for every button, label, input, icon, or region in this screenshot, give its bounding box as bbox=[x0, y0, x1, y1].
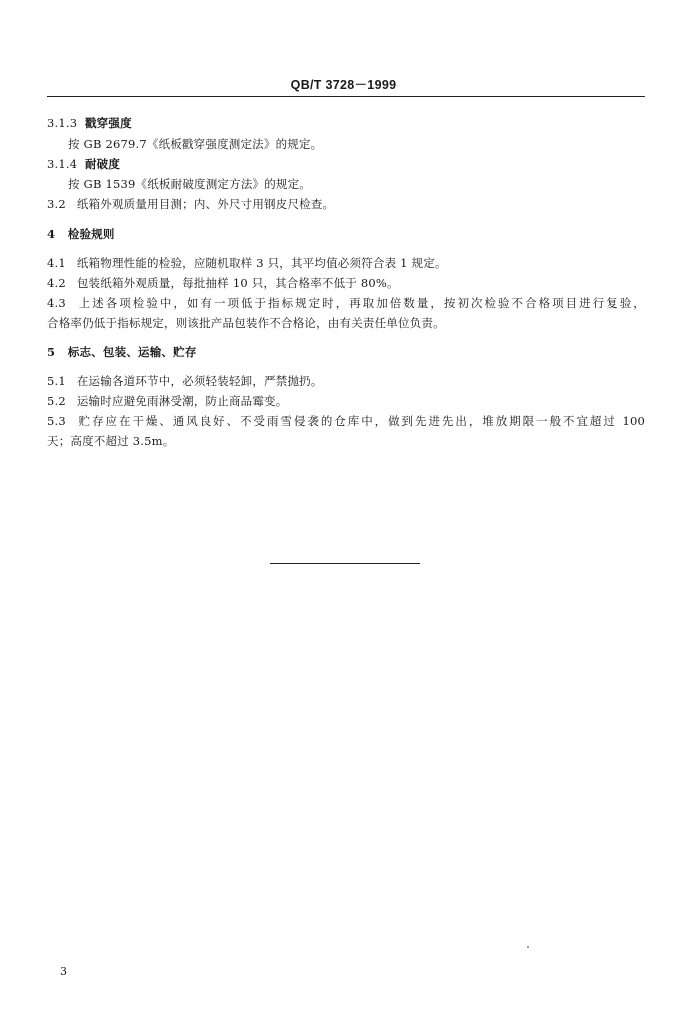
clause-3-2 bbox=[47, 196, 334, 212]
clause-text: 纸箱外观质量用目测；内、外尺寸用钢皮尺检查。 bbox=[76, 197, 335, 211]
clause-number: 3.1.3 bbox=[47, 116, 78, 130]
clause-4-3-line-1 bbox=[47, 295, 645, 311]
clause-3-1-3-heading bbox=[47, 115, 132, 131]
clause-text: 在运输各道环节中，必须轻装轻卸，严禁抛扔。 bbox=[76, 374, 323, 388]
section-number: 4 bbox=[47, 227, 56, 241]
clause-3-1-4-text: 按 GB 1539《纸板耐破度测定方法》的规定。 bbox=[68, 177, 312, 191]
standard-code-header: QB/T 3728－1999 bbox=[290, 78, 397, 92]
clause-number: 5.3 bbox=[47, 414, 66, 428]
clause-title: 戳穿强度 bbox=[84, 116, 132, 130]
clause-text: 运输时应避免雨淋受潮，防止商品霉变。 bbox=[76, 394, 288, 408]
clause-4-1 bbox=[47, 255, 447, 271]
clause-text: 贮存应在干燥、通风良好、不受雨雪侵袭的仓库中，做到先进先出，堆放期限一般不宜超过 100 bbox=[78, 414, 646, 428]
clause-5-2 bbox=[47, 393, 287, 409]
section-title: 标志、包装、运输、贮存 bbox=[67, 345, 197, 359]
clause-4-3-line-2: 合格率仍低于指标规定，则该批产品包装作不合格论，由有关责任单位负责。 bbox=[47, 316, 445, 330]
clause-text: 纸箱物理性能的检验，应随机取样 3 只，其平均值必须符合表 1 规定。 bbox=[76, 256, 447, 270]
clause-number: 3.1.4 bbox=[47, 157, 78, 171]
clause-number: 5.1 bbox=[47, 374, 66, 388]
clause-3-1-4-heading bbox=[47, 156, 120, 172]
clause-text: 上述各项检验中，如有一项低于指标规定时，再取加倍数量，按初次检验不合格项目进行复验， bbox=[78, 296, 645, 310]
scan-speck bbox=[527, 946, 529, 948]
page-number: 3 bbox=[60, 965, 67, 978]
clause-5-3-line-1 bbox=[47, 413, 645, 429]
clause-text: 包装纸箱外观质量，每批抽样 10 只，其合格率不低于 80%。 bbox=[76, 276, 399, 290]
clause-number: 4.2 bbox=[47, 276, 66, 290]
clause-5-1 bbox=[47, 373, 323, 389]
clause-number: 5.2 bbox=[47, 394, 66, 408]
clause-number: 3.2 bbox=[47, 197, 66, 211]
section-number: 5 bbox=[47, 345, 56, 359]
section-4-heading bbox=[47, 226, 115, 242]
clause-number: 4.3 bbox=[47, 296, 66, 310]
clause-number: 4.1 bbox=[47, 256, 66, 270]
section-title: 检验规则 bbox=[67, 227, 115, 241]
header-rule bbox=[47, 96, 645, 97]
end-of-text-rule bbox=[270, 563, 420, 564]
clause-5-3-line-2: 天；高度不超过 3.5m。 bbox=[47, 434, 175, 448]
clause-4-2 bbox=[47, 275, 399, 291]
clause-title: 耐破度 bbox=[84, 157, 121, 171]
section-5-heading bbox=[47, 344, 197, 360]
clause-3-1-3-text: 按 GB 2679.7《纸板戳穿强度测定法》的规定。 bbox=[68, 137, 323, 151]
